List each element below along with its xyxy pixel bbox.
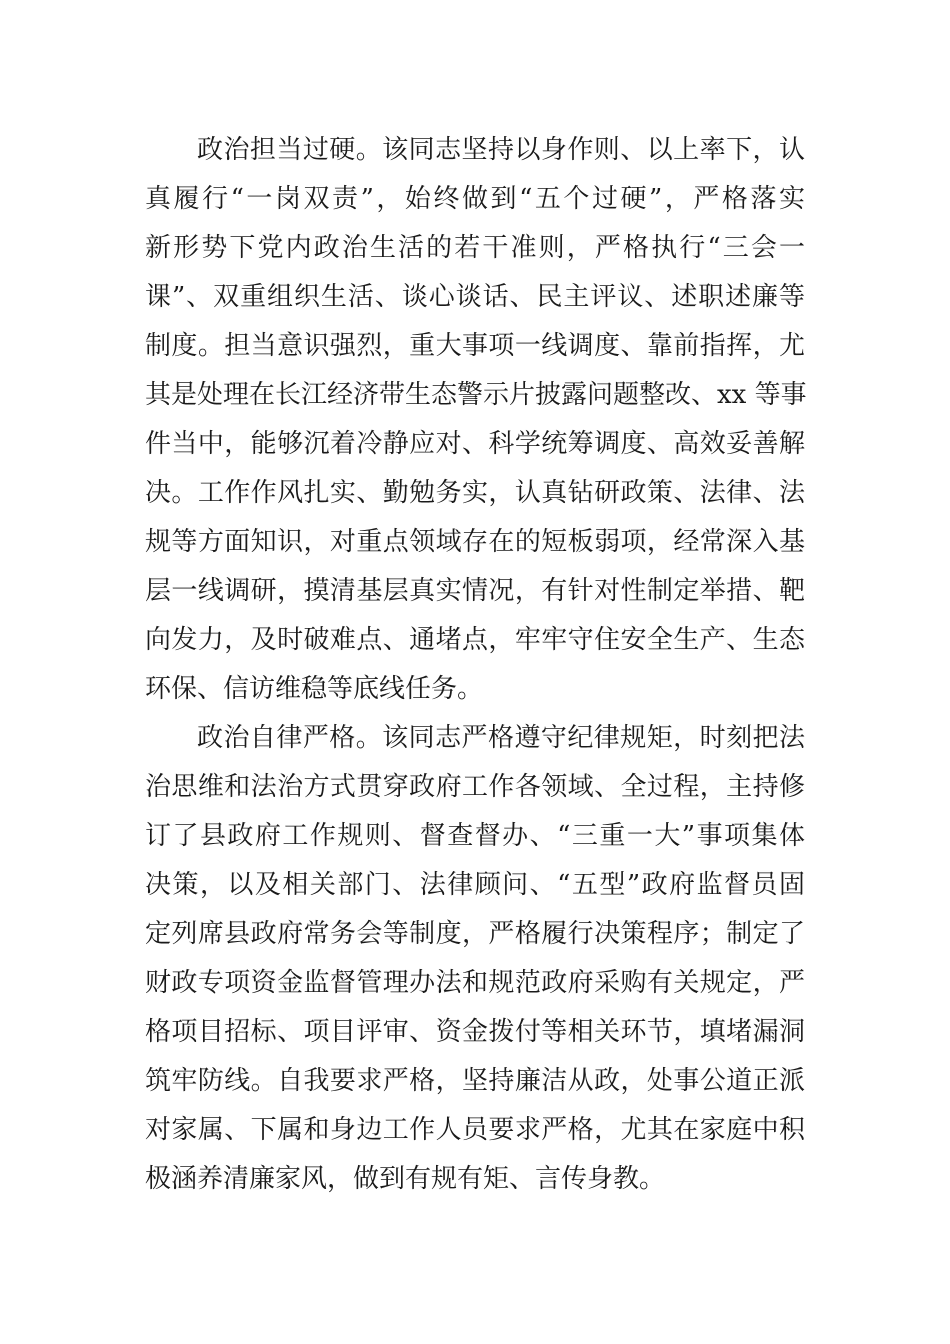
paragraph-line: 订了县政府工作规则、督查督办、“三重一大”事项集体 [145,821,805,851]
paragraph-line: 其是处理在长江经济带生态警示片披露问题整改、xx 等事 [145,380,807,410]
paragraph-line: 课”、双重组织生活、谈心谈话、民主评议、述职述廉等 [145,282,805,312]
paragraph-political-self-discipline [145,714,805,1204]
paragraph-line: 新形势下党内政治生活的若干准则，严格执行“三会一 [145,233,805,263]
paragraph-line: 真履行“一岗双责”，始终做到“五个过硬”，严格落实 [145,184,805,214]
paragraph-line: 极涵养清廉家风，做到有规有矩、言传身教。 [145,1164,666,1194]
paragraph-political-responsibility [145,126,805,714]
paragraph-line: 决。工作作风扎实、勤勉务实，认真钻研政策、法律、法 [145,478,805,508]
paragraph-line: 筑牢防线。自我要求严格，坚持廉洁从政，处事公道正派 [145,1066,805,1096]
paragraph-line: 层一线调研，摸清基层真实情况，有针对性制定举措、靶 [145,576,805,606]
paragraph-line: 规等方面知识，对重点领域存在的短板弱项，经常深入基 [145,527,805,557]
document-body [145,126,805,1204]
paragraph-line: 对家属、下属和身边工作人员要求严格，尤其在家庭中积 [145,1115,805,1145]
paragraph-line: 财政专项资金监督管理办法和规范政府采购有关规定，严 [145,968,805,998]
paragraph-line: 制度。担当意识强烈，重大事项一线调度、靠前指挥，尤 [145,331,805,361]
paragraph-line: 件当中，能够沉着冷静应对、科学统筹调度、高效妥善解 [145,429,805,459]
paragraph-line: 定列席县政府常务会等制度，严格履行决策程序；制定了 [145,919,805,949]
paragraph-line: 格项目招标、项目评审、资金拨付等相关环节，填堵漏洞 [145,1017,805,1047]
paragraph-line: 治思维和法治方式贯穿政府工作各领域、全过程，主持修 [145,772,805,802]
paragraph-line: 决策，以及相关部门、法律顾问、“五型”政府监督员固 [145,870,805,900]
paragraph-line: 政治自律严格。该同志严格遵守纪律规矩，时刻把法 [197,723,805,753]
paragraph-line: 向发力，及时破难点、通堵点，牢牢守住安全生产、生态 [145,625,805,655]
paragraph-line: 政治担当过硬。该同志坚持以身作则、以上率下，认 [197,135,805,165]
paragraph-line: 环保、信访维稳等底线任务。 [145,674,484,704]
